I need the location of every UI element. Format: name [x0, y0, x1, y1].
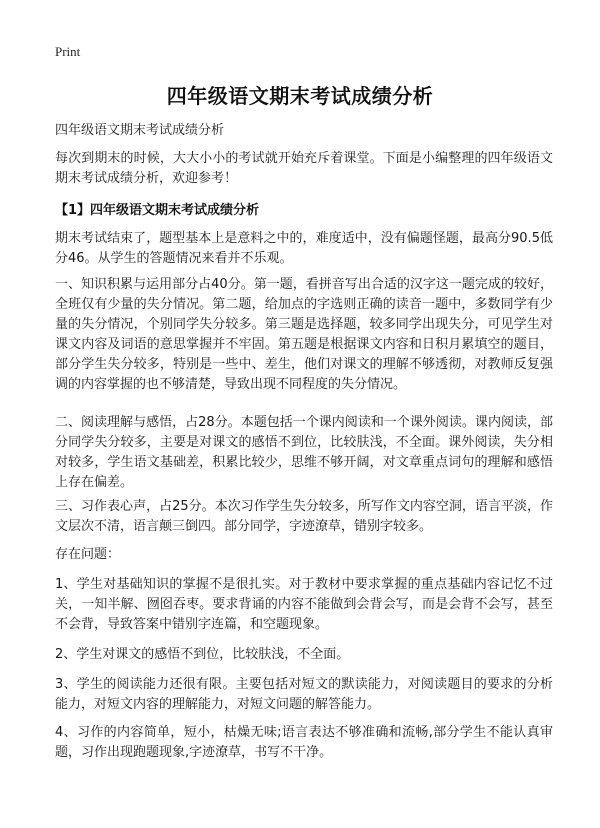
problem-item: 3、学生的阅读能力还很有限。主要包括对短文的默读能力，对阅读题目的要求的分析能力，对短文内容的理解能力，对短文问题的解答能力。: [55, 677, 553, 712]
problem-item: 4、习作的内容简单，短小，枯燥无味;语言表达不够准确和流畅,部分学生不能认真审题，习作出现跑题现象,字迹潦草，书写不干净。: [55, 725, 553, 760]
section-heading: 【1】四年级语文期末考试成绩分析: [55, 203, 260, 218]
page-title: 四年级语文期末考试成绩分析: [166, 84, 434, 108]
print-link[interactable]: Print: [55, 44, 81, 59]
problem-item: 1、学生对基础知识的掌握不是很扎实。对于教材中要求掌握的重点基础内容记忆不过关，一知半解、囫囵吞枣。要求背诵的内容不能做到会背会写，而是会背不会写，甚至不会背，导致答案中错别字连篇，和空题现象。: [55, 577, 553, 632]
paragraph-reading: 二、阅读理解与感悟，占28分。本题包括一个课内阅读和一个课外阅读。课内阅读，部分同学失分较多，主要是对课文的感悟不到位，比较肤浅，不全面。课外阅读，失分相对较多，学生语文基础差，积累比较少，思维不够开阔，对文章重点词句的理解和感悟上存在偏差。: [55, 415, 553, 490]
problems-heading: 存在问题：: [55, 547, 121, 562]
subtitle: 四年级语文期末考试成绩分析: [55, 123, 225, 138]
paragraph-writing: 三、习作表心声，占25分。本次习作学生失分较多，所写作文内容空洞，语言平淡，作文层次不清，语言颠三倒四。部分同学，字迹潦草，错别字较多。: [55, 499, 553, 534]
intro-paragraph: 每次到期末的时候，大大小小的考试就开始充斥着课堂。下面是小编整理的四年级语文期末考试成绩分析，欢迎参考！: [55, 151, 553, 186]
paragraph-summary: 期末考试结束了，题型基本上是意料之中的，难度适中，没有偏题怪题，最高分90.5低分46。从学生的答题情况来看并不乐观。: [55, 231, 553, 266]
paragraph-knowledge: 一、知识积累与运用部分占40分。第一题，看拼音写出合适的汉字这一题完成的较好，全班仅有少量的失分情况。第二题，给加点的字选则正确的读音一题中，多数同学有少量的失分情况，个别同学失分较多。第三题是选择题，较多同学出现失分，可见学生对课文内容及词语的意思掌握并不牢固。第五题是根据课文内容和日积月累填空的题目，部分学生失分较多，特别是一些中、差生，他们对课文的理解不够透彻，对教师反复强调的内容掌握的也不够清楚，导致出现不同程度的失分情况。: [55, 277, 553, 392]
problem-item: 2、学生对课文的感悟不到位，比较肤浅，不全面。: [55, 647, 350, 662]
